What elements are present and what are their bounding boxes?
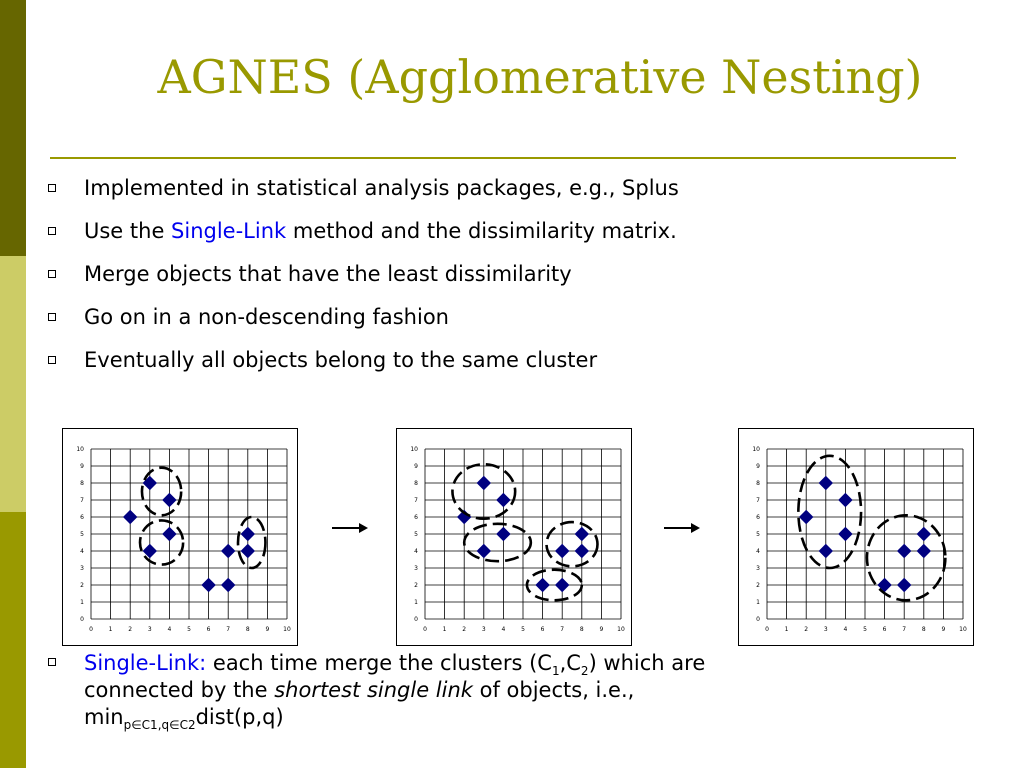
slide-title: AGNES (Agglomerative Nesting)	[157, 50, 923, 104]
x-tick-label: 0	[423, 626, 427, 633]
scatter-plot-svg	[739, 429, 973, 645]
x-tick-label: 6	[540, 626, 545, 633]
y-tick-label: 0	[80, 616, 84, 623]
y-tick-label: 10	[752, 446, 760, 453]
y-tick-label: 6	[414, 514, 418, 521]
y-tick-label: 3	[414, 565, 418, 572]
bullet-item	[44, 262, 1004, 305]
data-point	[124, 511, 137, 524]
cluster-ellipse	[142, 468, 181, 516]
x-tick-label: 7	[560, 626, 565, 633]
x-tick-label: 9	[265, 626, 270, 633]
y-tick-label: 2	[414, 582, 418, 589]
y-tick-label: 8	[80, 480, 84, 487]
sidebar-stripe-bottom	[0, 512, 26, 768]
definition-text: ) which are	[588, 651, 706, 675]
x-tick-label: 9	[941, 626, 946, 633]
square-bullet-icon	[48, 658, 56, 666]
x-tick-label: 10	[617, 626, 625, 633]
data-point	[222, 579, 235, 592]
bullet-text: Eventually all objects belong to the same cluster	[84, 348, 598, 372]
scatter-plot-step-3	[738, 428, 974, 646]
y-tick-label: 1	[756, 599, 760, 606]
cluster-ellipse	[464, 524, 531, 561]
subscript-1: 1	[551, 664, 560, 679]
bullet-text-suffix: method and the dissimilarity matrix.	[286, 219, 677, 243]
x-tick-label: 10	[283, 626, 291, 633]
data-point	[800, 511, 813, 524]
x-tick-label: 5	[187, 626, 191, 633]
y-tick-label: 1	[80, 599, 84, 606]
x-tick-label: 0	[89, 626, 93, 633]
y-tick-label: 6	[756, 514, 760, 521]
data-point	[497, 528, 510, 541]
x-tick-label: 4	[501, 626, 506, 633]
x-tick-label: 2	[804, 626, 809, 633]
x-tick-label: 7	[902, 626, 907, 633]
data-point	[241, 528, 254, 541]
scatter-plot-svg	[63, 429, 297, 645]
y-tick-label: 9	[414, 463, 418, 470]
definition-text: of objects, i.e.,	[472, 678, 635, 702]
x-tick-label: 3	[823, 626, 828, 633]
square-bullet-icon	[48, 270, 56, 278]
square-bullet-icon	[48, 227, 56, 235]
y-tick-label: 0	[756, 616, 760, 623]
y-tick-label: 5	[414, 531, 418, 538]
data-point	[202, 579, 215, 592]
y-tick-label: 7	[756, 497, 760, 504]
x-tick-label: 6	[206, 626, 211, 633]
data-point	[819, 545, 832, 558]
data-point	[917, 545, 930, 558]
y-tick-label: 10	[76, 446, 84, 453]
definition-text: min	[84, 705, 124, 729]
cluster-ellipse	[140, 520, 183, 564]
y-tick-label: 4	[80, 548, 84, 555]
definition-text: each time merge the clusters (C	[206, 651, 552, 675]
x-tick-label: 8	[579, 626, 584, 633]
x-tick-label: 1	[108, 626, 113, 633]
x-tick-label: 1	[442, 626, 447, 633]
sidebar-stripe-top	[0, 0, 26, 256]
data-point	[575, 545, 588, 558]
bullet-item	[44, 176, 1004, 219]
x-tick-label: 2	[462, 626, 467, 633]
y-tick-label: 3	[756, 565, 760, 572]
x-tick-label: 10	[959, 626, 967, 633]
definition-text: ,C	[559, 651, 581, 675]
data-point	[917, 528, 930, 541]
bullet-text: Go on in a non-descending fashion	[84, 305, 449, 329]
x-tick-label: 8	[921, 626, 926, 633]
y-tick-label: 1	[414, 599, 418, 606]
y-tick-label: 3	[80, 565, 84, 572]
definition-text: connected by the	[84, 678, 275, 702]
single-link-term: Single-Link	[171, 219, 287, 243]
scatter-plot-step-1	[62, 428, 298, 646]
y-tick-label: 9	[80, 463, 84, 470]
arrow-right-icon	[330, 518, 370, 538]
bullet-text: Merge objects that have the least dissimilarity	[84, 262, 572, 286]
single-link-label: Single-Link:	[84, 651, 207, 675]
y-tick-label: 8	[414, 480, 418, 487]
bullet-list	[44, 176, 1004, 391]
data-point	[163, 528, 176, 541]
data-point	[497, 494, 510, 507]
data-point	[477, 545, 490, 558]
y-tick-label: 2	[80, 582, 84, 589]
min-subscript: p∈C1,q∈C2	[123, 718, 196, 733]
square-bullet-icon	[48, 356, 56, 364]
y-tick-label: 6	[80, 514, 84, 521]
bullet-text: Implemented in statistical analysis packages, e.g., Splus	[84, 176, 679, 200]
scatter-plot-step-2	[396, 428, 632, 646]
x-tick-label: 7	[226, 626, 231, 633]
y-tick-label: 5	[80, 531, 84, 538]
y-tick-label: 7	[414, 497, 418, 504]
title-underline	[50, 157, 956, 159]
scatter-plot-svg	[397, 429, 631, 645]
data-point	[898, 579, 911, 592]
data-point	[222, 545, 235, 558]
x-tick-label: 3	[147, 626, 152, 633]
definition-emphasis: shortest single link	[274, 678, 473, 702]
cluster-ellipse	[238, 517, 265, 568]
x-tick-label: 9	[599, 626, 604, 633]
data-point	[898, 545, 911, 558]
x-tick-label: 0	[765, 626, 769, 633]
subscript-2: 2	[580, 664, 589, 679]
data-point	[241, 545, 254, 558]
x-tick-label: 5	[521, 626, 525, 633]
y-tick-label: 4	[756, 548, 760, 555]
y-tick-label: 5	[756, 531, 760, 538]
arrow-right-icon	[662, 518, 702, 538]
x-tick-label: 6	[882, 626, 887, 633]
bullet-item	[44, 219, 1004, 262]
x-tick-label: 1	[784, 626, 789, 633]
data-point	[575, 528, 588, 541]
bullet-item	[44, 348, 1004, 391]
x-tick-label: 4	[167, 626, 172, 633]
bullet-text-prefix: Use the	[84, 219, 172, 243]
y-tick-label: 8	[756, 480, 760, 487]
definition-text: dist(p,q)	[195, 705, 284, 729]
y-tick-label: 2	[756, 582, 760, 589]
data-point	[556, 579, 569, 592]
y-tick-label: 4	[414, 548, 418, 555]
y-tick-label: 0	[414, 616, 418, 623]
square-bullet-icon	[48, 184, 56, 192]
x-tick-label: 4	[843, 626, 848, 633]
sidebar-stripe-middle	[0, 256, 26, 512]
y-tick-label: 10	[410, 446, 418, 453]
data-point	[839, 494, 852, 507]
data-point	[556, 545, 569, 558]
data-point	[839, 528, 852, 541]
bullet-item	[44, 305, 1004, 348]
cluster-ellipse	[547, 522, 598, 566]
data-point	[477, 477, 490, 490]
data-point	[536, 579, 549, 592]
x-tick-label: 5	[863, 626, 867, 633]
x-tick-label: 3	[481, 626, 486, 633]
x-tick-label: 2	[128, 626, 133, 633]
single-link-definition	[44, 650, 984, 731]
x-tick-label: 8	[245, 626, 250, 633]
square-bullet-icon	[48, 313, 56, 321]
data-point	[163, 494, 176, 507]
y-tick-label: 7	[80, 497, 84, 504]
y-tick-label: 9	[756, 463, 760, 470]
data-point	[819, 477, 832, 490]
clustering-figures	[62, 428, 978, 650]
